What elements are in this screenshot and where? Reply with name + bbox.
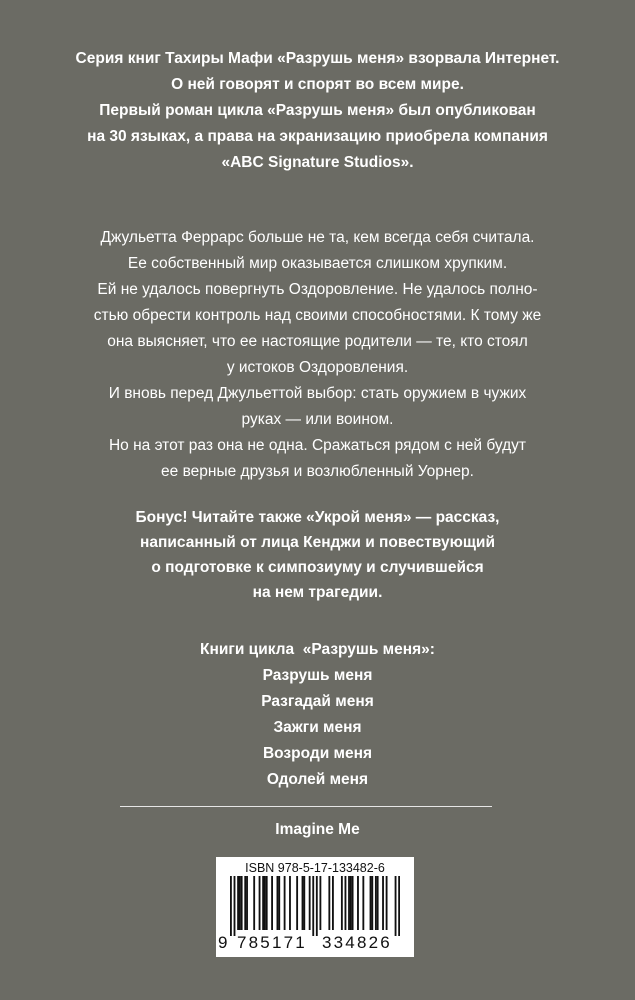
barcode-bar	[386, 876, 388, 930]
barcode-bar	[239, 876, 241, 930]
barcode-bar	[296, 876, 298, 930]
bonus-line: Бонус! Читайте также «Укрой меня» — рассказ,	[135, 509, 500, 526]
barcode-bar	[234, 876, 236, 936]
description-line: у истоков Оздоровления.	[226, 359, 409, 376]
series-book: Возроди меня	[262, 745, 373, 762]
barcode-digit-group-right: 334826	[322, 933, 392, 952]
series-book: Разгадай меня	[261, 693, 374, 710]
barcode-bar	[312, 876, 314, 936]
barcode-bar	[350, 876, 352, 930]
description-line: И вновь перед Джульеттой выбор: стать оружием в чужих	[108, 385, 527, 402]
barcode-bar	[377, 876, 379, 930]
barcode-bar	[246, 876, 248, 930]
bonus-line: о подготовке к симпозиуму и случившейся	[151, 559, 484, 576]
intro-line: на 30 языках, а права на экранизацию приобрела компания	[87, 128, 548, 145]
barcode-bar	[319, 876, 321, 930]
barcode-bar	[382, 876, 384, 930]
description-line: ее верные друзья и возлюбленный Уорнер.	[161, 463, 474, 480]
barcode-bar	[303, 876, 305, 930]
series-list	[0, 637, 635, 793]
bonus-line: на нем трагедии.	[252, 584, 383, 601]
barcode-bar	[253, 876, 255, 930]
barcode-bar	[237, 876, 239, 930]
intro-line: Первый роман цикла «Разрушь меня» был опубликован	[99, 102, 536, 119]
description-line: Ей не удалось повергнуть Оздоровление. Не удалось полно-	[97, 281, 538, 298]
isbn-label: ISBN 978-5-17-133482-6	[245, 861, 385, 875]
description-line: она выясняет, что ее настоящие родители — те, кто стоял	[107, 333, 528, 350]
description-line: Ее собственный мир оказывается слишком хрупким.	[127, 255, 508, 272]
barcode-bar	[284, 876, 286, 930]
barcode-bar	[362, 876, 364, 930]
barcode-bar	[348, 876, 350, 930]
barcode-digit-group-left: 785171	[237, 933, 307, 952]
barcode-bar	[271, 876, 273, 930]
barcode-bar	[357, 876, 359, 930]
barcode-bar	[302, 876, 304, 930]
series-book: Зажги меня	[273, 719, 362, 736]
barcode-bar	[259, 876, 261, 930]
series-book: Разрушь меня	[262, 667, 373, 684]
barcode-bar	[370, 876, 372, 930]
barcode-bar	[328, 876, 330, 930]
original-title: Imagine Me	[275, 821, 360, 838]
barcode-bar	[398, 876, 400, 936]
barcode-bar	[277, 876, 279, 930]
barcode-digits	[216, 933, 414, 955]
description-line: Но на этот раз она не одна. Сражаться рядом с ней будут	[108, 437, 527, 454]
series-book: Одолей меня	[266, 771, 369, 788]
barcode-bar	[395, 876, 397, 936]
barcode-bar	[266, 876, 268, 930]
description-line: Джульетта Феррарс больше не та, кем всегда себя считала.	[100, 229, 535, 246]
barcode-bar	[341, 876, 343, 930]
barcode-bar	[241, 876, 243, 930]
description-line: руках — или воином.	[241, 411, 394, 428]
bonus-block	[0, 505, 635, 605]
barcode-bars	[230, 876, 400, 936]
barcode-bar	[332, 876, 334, 930]
barcode-bar	[309, 876, 311, 930]
barcode-bar	[230, 876, 232, 936]
barcode-bar	[375, 876, 377, 930]
divider-line	[120, 806, 492, 807]
barcode	[216, 857, 414, 957]
barcode-bar	[316, 876, 318, 936]
bonus-line: написанный от лица Кенджи и повествующий	[140, 534, 495, 551]
intro-block	[0, 46, 635, 176]
barcode-bar	[262, 876, 264, 930]
barcode-bar	[264, 876, 266, 930]
barcode-bar	[278, 876, 280, 930]
barcode-bar	[371, 876, 373, 930]
description-line: стью обрести контроль над своими способностями. К тому же	[93, 307, 542, 324]
description-block	[0, 225, 635, 485]
barcode-bar	[244, 876, 246, 930]
barcode-bar	[352, 876, 354, 930]
barcode-digit-first: 9	[218, 933, 228, 952]
intro-line: «ABC Signature Studios».	[221, 154, 414, 171]
intro-line: Серия книг Тахиры Мафи «Разрушь меня» взорвала Интернет.	[75, 50, 560, 67]
barcode-bar	[345, 876, 347, 930]
intro-line: О ней говорят и спорят во всем мире.	[171, 76, 464, 93]
barcode-bar	[289, 876, 291, 930]
series-heading: Книги цикла «Разрушь меня»:	[200, 641, 435, 658]
